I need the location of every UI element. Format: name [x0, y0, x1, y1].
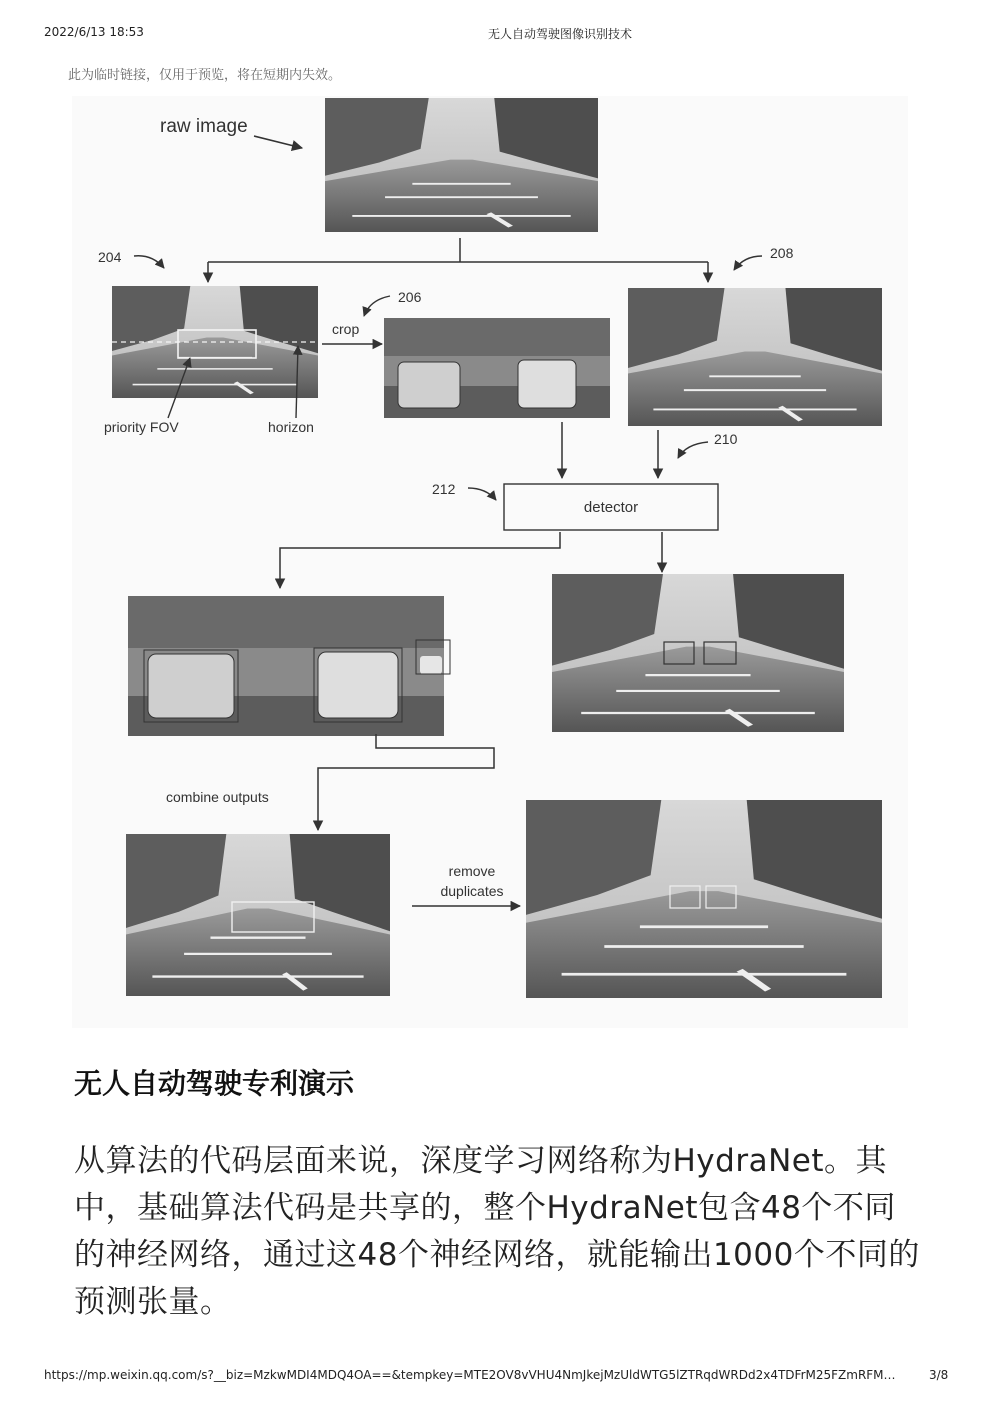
- page-number: 3/8: [929, 1368, 949, 1382]
- crop-label: crop: [332, 321, 360, 337]
- combine-connector: [318, 734, 494, 830]
- detector-label: detector: [583, 499, 639, 516]
- combine-outputs-label: combine outputs: [166, 789, 269, 805]
- section-heading: 无人自动驾驶专利演示: [74, 1067, 355, 1100]
- raw-image-photo: [325, 98, 598, 232]
- header-datetime: 2022/6/13 18:53: [44, 25, 144, 39]
- ref-204-arrow: [134, 256, 164, 268]
- temporary-link-notice: 此为临时链接，仅用于预览，将在短期内失效。: [68, 68, 342, 83]
- remove-label: remove: [448, 863, 496, 879]
- footer-url[interactable]: https://mp.weixin.qq.com/s?__biz=MzkwMDI4MDQ4OA==&tempkey=MTE2OV8vVHU4NmJkejMzUldWTG5lZTRqdWRDd2x4TDFrM25FZmRFM…: [44, 1368, 896, 1382]
- ref-210-arrow: [678, 442, 708, 458]
- ref-212-label: 212: [432, 481, 456, 497]
- article-paragraph: 从算法的代码层面来说，深度学习网络称为HydraNet。其中，基础算法代码是共享的，整个HydraNet包含48个不同的神经网络，通过这48个神经网络，就能输出1000个不同的预测张量。: [74, 1143, 920, 1320]
- ref-208-label: 208: [770, 245, 794, 261]
- arrow-detector-to-left-output: [280, 532, 560, 588]
- horizon-label: horizon: [268, 419, 314, 435]
- image-208-photo: [628, 288, 882, 426]
- combined-output-photo: [126, 834, 390, 996]
- priority-fov-label: priority FOV: [104, 419, 179, 435]
- image-206-cropped-photo: [384, 318, 610, 418]
- ref-206-label: 206: [398, 289, 422, 305]
- raw-image-arrow: [254, 136, 302, 148]
- patent-diagram: [72, 96, 908, 1028]
- ref-212-arrow: [468, 488, 496, 500]
- cropped-detection-output-photo: [128, 596, 444, 736]
- ref-208-arrow: [734, 256, 762, 270]
- patent-figure: [72, 96, 908, 1028]
- raw-image-label: raw image: [160, 116, 248, 137]
- ref-206-arrow: [364, 296, 390, 316]
- duplicates-label: duplicates: [440, 883, 504, 899]
- ref-204-label: 204: [98, 249, 122, 265]
- ref-210-label: 210: [714, 431, 738, 447]
- header-title: 无人自动驾驶图像识别技术: [488, 27, 633, 41]
- final-output-photo: [526, 800, 882, 998]
- split-connector: [208, 238, 708, 262]
- full-detection-output-photo: [552, 574, 844, 732]
